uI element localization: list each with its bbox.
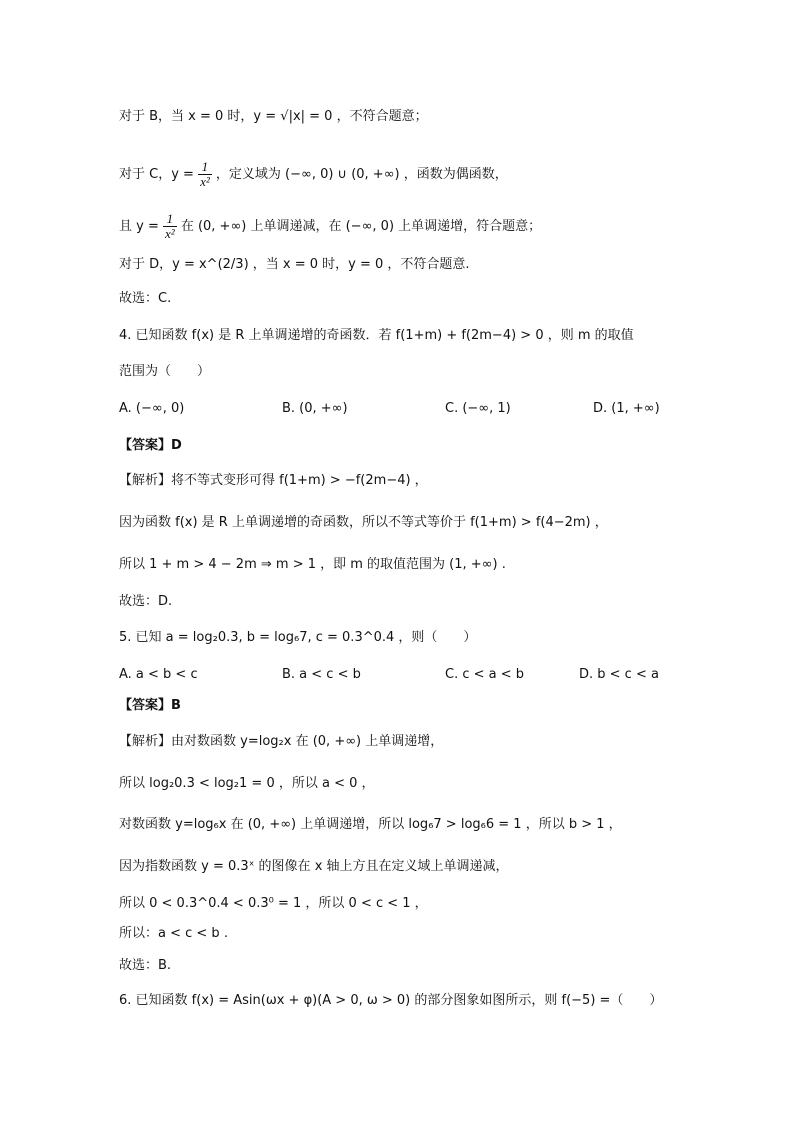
fraction-denominator: x² <box>200 174 210 189</box>
question-6-stem: 6. 已知函数 f(x) = Asin(ωx + φ)(A > 0, ω > 0) 的部分图象如图所示，则 f(−5) =（ ） <box>119 993 663 1008</box>
fraction-denominator: x² <box>165 226 175 241</box>
option-d: D. (1, +∞) <box>593 401 660 416</box>
option-a: A. (−∞, 0) <box>119 401 185 416</box>
text-prefix: 对于 C，y = <box>119 167 194 182</box>
fraction <box>198 160 212 189</box>
line-choose-c: 故选：C. <box>119 291 172 306</box>
question-5-explanation-1: 【解析】由对数函数 y=log₂x 在 (0, +∞) 上单调递增， <box>119 734 444 749</box>
fraction <box>163 212 177 241</box>
question-4-stem: 4. 已知函数 f(x) 是 R 上单调递增的奇函数．若 f(1+m) + f(2m−4) > 0 ，则 m 的取值 <box>119 328 634 343</box>
question-5-stem: 5. 已知 a = log₂0.3, b = log₆7, c = 0.3^0.4 ，则（ ） <box>119 630 477 645</box>
question-4-explanation-1: 【解析】将不等式变形可得 f(1+m) > −f(2m−4) ， <box>119 473 428 488</box>
question-5-choose: 故选：B. <box>119 958 172 973</box>
question-4-choose: 故选：D. <box>119 594 173 609</box>
line-option-b-analysis: 对于 B，当 x = 0 时，y = √|x| = 0 ，不符合题意； <box>119 109 428 124</box>
question-4-stem-cont: 范围为（ ） <box>119 364 211 379</box>
text-prefix: 且 y = <box>119 219 159 234</box>
option-b: B. a < c < b <box>282 667 361 682</box>
text-suffix: ，定义域为 (−∞, 0) ∪ (0, +∞) ，函数为偶函数， <box>215 167 508 182</box>
question-4-explanation-3: 所以 1 + m > 4 − 2m ⇒ m > 1 ，即 m 的取值范围为 (1, +∞) . <box>119 557 506 572</box>
option-b: B. (0, +∞) <box>282 401 348 416</box>
option-d: D. b < c < a <box>579 667 659 682</box>
line-option-d-analysis: 对于 D，y = x^(2/3) ，当 x = 0 时，y = 0 ，不符合题意. <box>119 257 470 272</box>
text-suffix: 在 (0, +∞) 上单调递减，在 (−∞, 0) 上单调递增，符合题意； <box>180 219 542 234</box>
question-5-answer: 【答案】B <box>119 698 181 713</box>
question-5-explanation-6: 所以：a < c < b . <box>119 926 228 941</box>
line-option-c-monotonic <box>119 212 541 241</box>
question-5-explanation-4: 因为指数函数 y = 0.3ˣ 的图像在 x 轴上方且在定义域上单调递减， <box>119 859 509 874</box>
line-option-c-analysis <box>119 160 508 189</box>
option-c: C. (−∞, 1) <box>445 401 511 416</box>
question-5-explanation-2: 所以 log₂0.3 < log₂1 = 0 ，所以 a < 0 ， <box>119 776 375 791</box>
option-c: C. c < a < b <box>445 667 525 682</box>
question-5-explanation-5: 所以 0 < 0.3^0.4 < 0.3⁰ = 1 ，所以 0 < c < 1 ， <box>119 896 428 911</box>
fraction-numerator: 1 <box>163 212 177 227</box>
option-a: A. a < b < c <box>119 667 198 682</box>
question-5-explanation-3: 对数函数 y=log₆x 在 (0, +∞) 上单调递增，所以 log₆7 > log₆6 = 1 ，所以 b > 1 ， <box>119 817 622 832</box>
fraction-numerator: 1 <box>198 160 212 175</box>
question-4-answer: 【答案】D <box>119 438 182 453</box>
question-4-explanation-2: 因为函数 f(x) 是 R 上单调递增的奇函数，所以不等式等价于 f(1+m) > f(4−2m) ， <box>119 515 608 530</box>
